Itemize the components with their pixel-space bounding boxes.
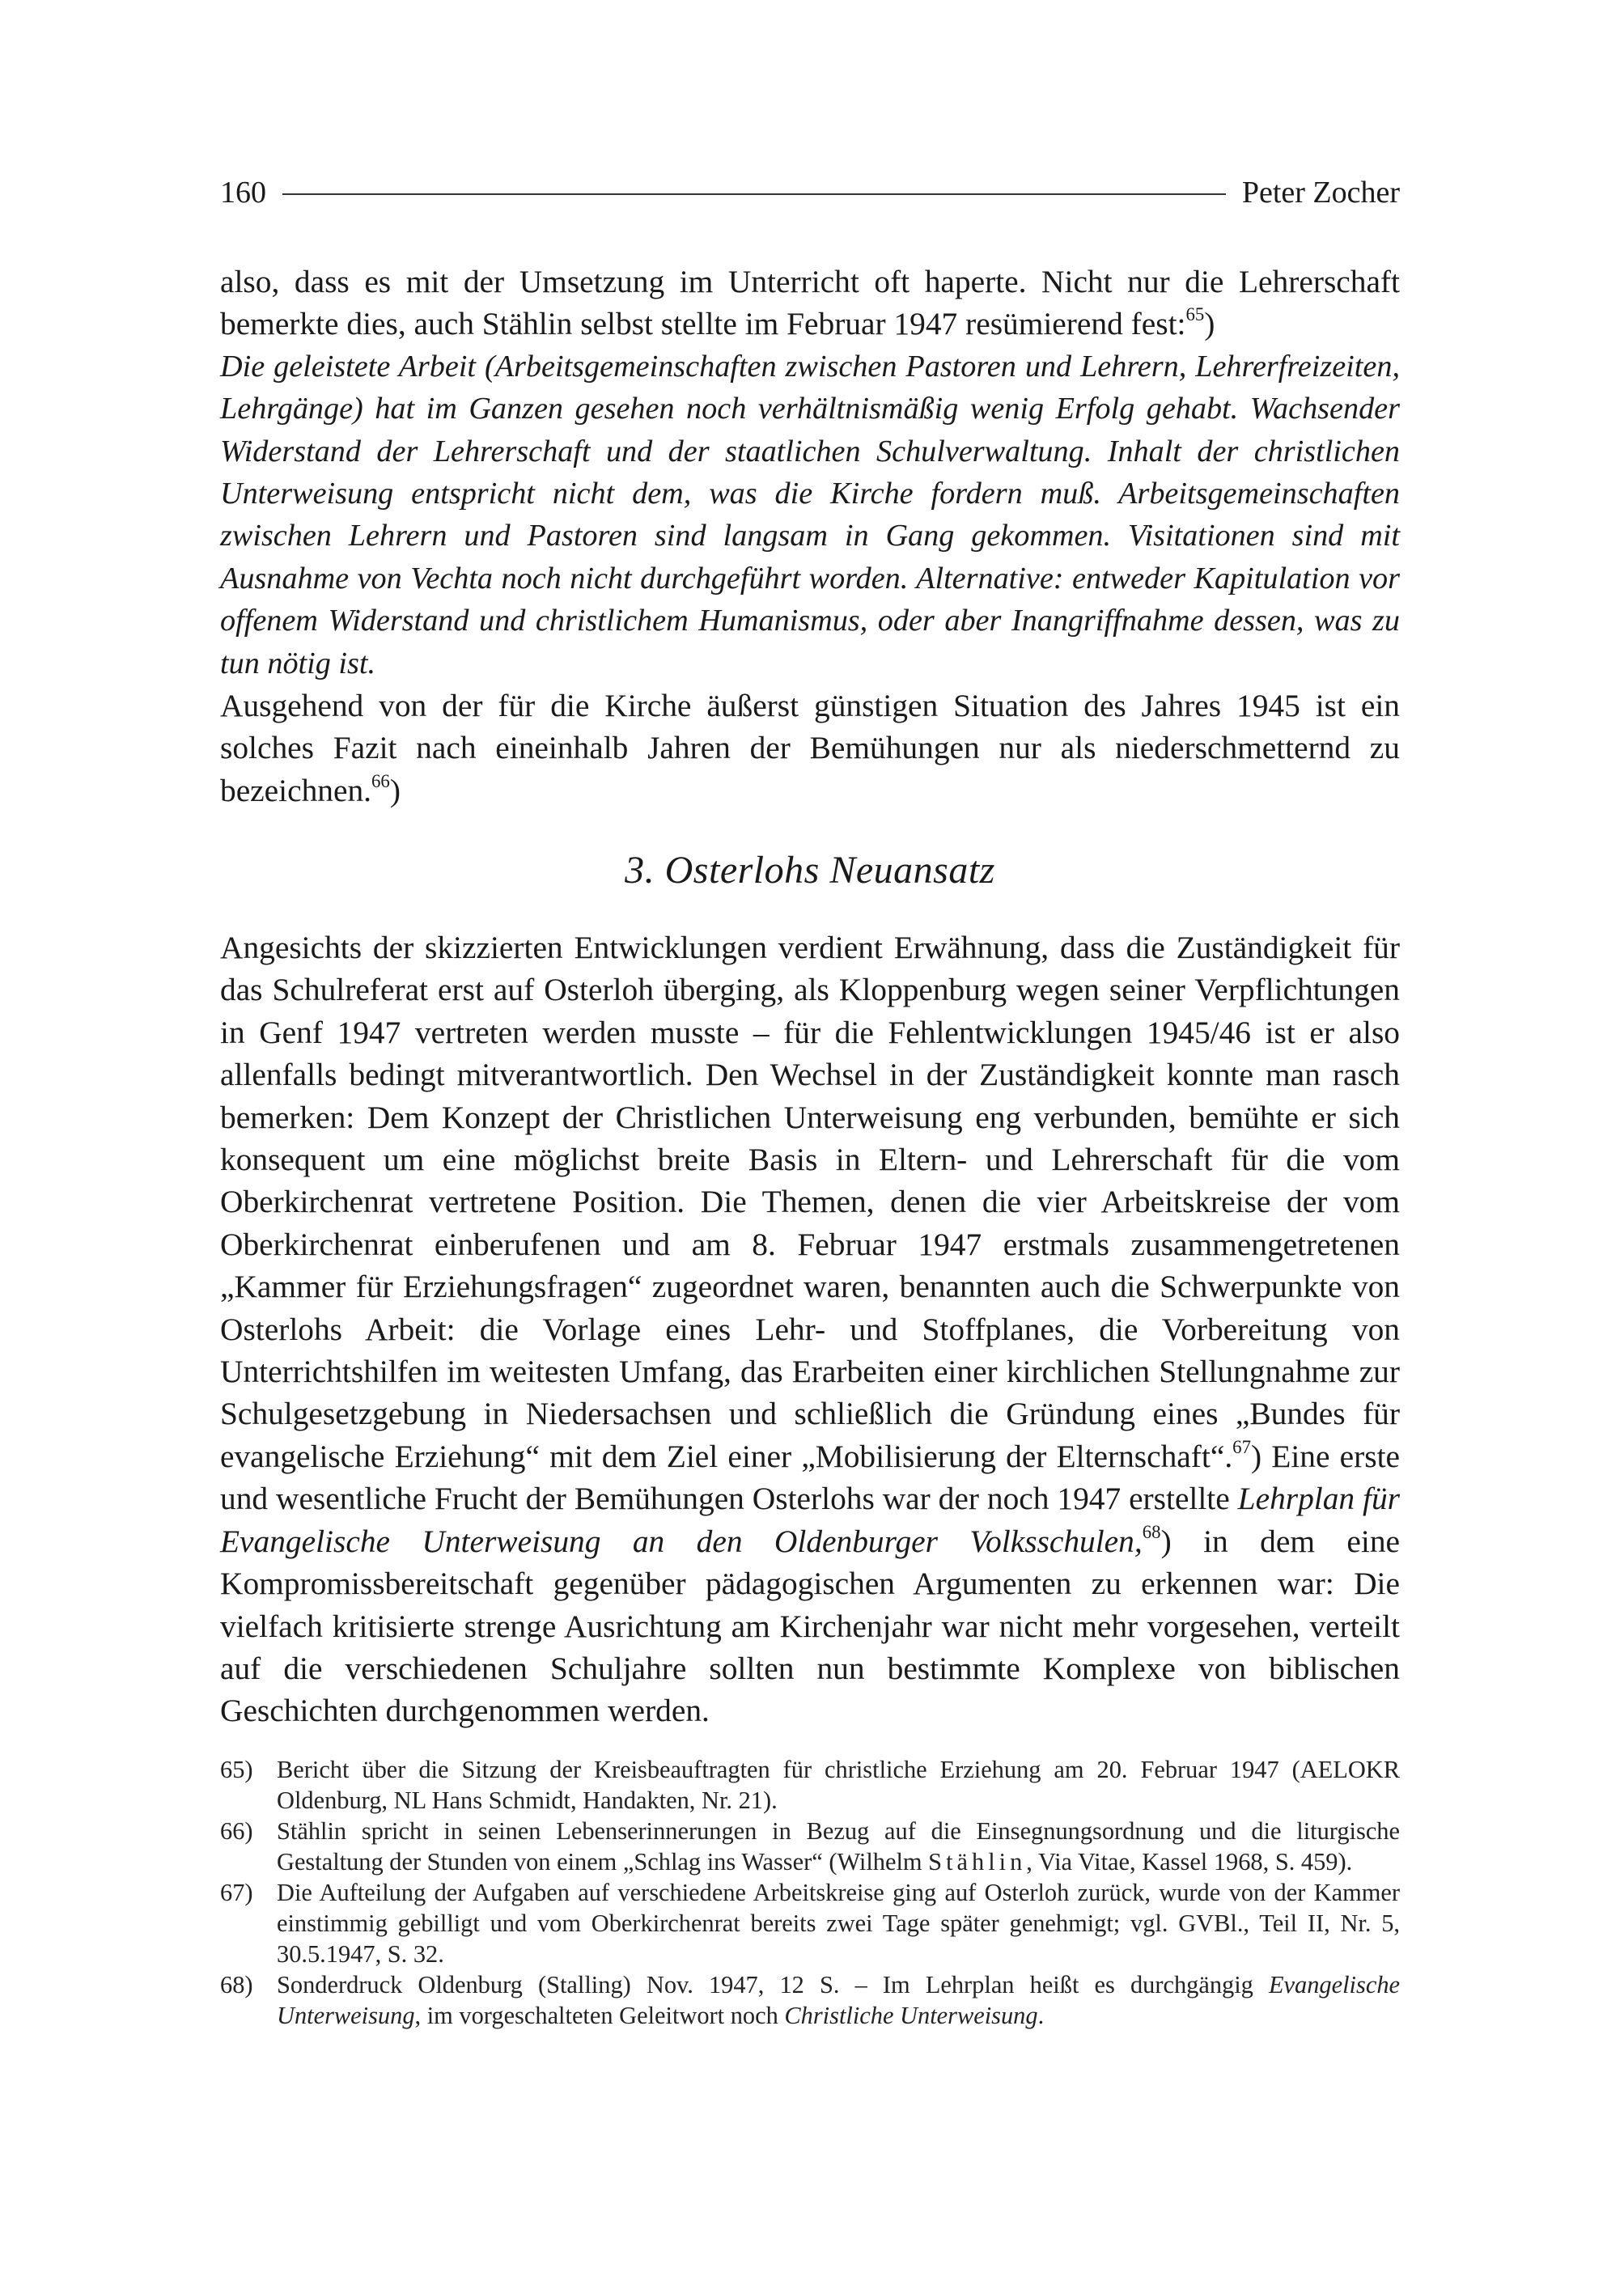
footnote-number: 65)	[220, 1756, 253, 1783]
body-text-2: ) Eine erste und wesentliche Frucht der Bemühungen Osterlohs war der noch 1947 erstellte	[220, 1438, 1400, 1517]
footnote-text-part: .	[1037, 2002, 1045, 2029]
intro-text: also, dass es mit der Umsetzung im Unterricht oft haperte. Nicht nur die Lehrerschaft bemerkte dies, auch Stählin selbst stellte im Februar 1947 resümierend fest:	[220, 264, 1400, 342]
conclusion-paragraph	[220, 685, 1400, 812]
footnote-text-part: , im vorgeschalteten Geleitwort noch	[414, 2002, 785, 2029]
footnote-ref-66[interactable]: 66	[371, 770, 390, 791]
footnote-number: 68)	[220, 1971, 253, 1998]
footnote-italic: Christliche Unterweisung	[784, 2002, 1038, 2029]
intro-block	[220, 261, 1400, 812]
block-quote: Die geleistete Arbeit (Arbeitsgemeinschaften zwischen Pastoren und Lehrern, Lehrerfreizeiten, Lehrgänge) hat im Ganzen gesehen noch verhältnismäßig wenig Erfolg gehabt. Wachsender Widerstand der Lehrerschaft und der staatlichen Schulverwaltung. Inhalt der christlichen Unterweisung entspricht nicht dem, was die Kirche fordern muß. Arbeitsgemeinschaften zwischen Lehrern und Pastoren sind langsam in Gang gekommen. Visitationen sind mit Ausnahme von Vechta noch nicht durchgeführt worden. Alternative: entweder Kapitulation vor offenem Widerstand und christlichem Humanismus, oder aber Inangriffnahme dessen, was zu tun nötig ist.	[220, 349, 1400, 680]
author-name-spaced: Stählin	[928, 1848, 1027, 1876]
lehrplan-title: Lehrplan für Evangelische Unterweisung an den Oldenburger Volksschulen,	[220, 1481, 1401, 1559]
footnote-text-part: Stählin spricht in seinen Lebenserinnerungen in Bezug auf die Einsegnungsordnung und die liturgische Gestaltung der Stunden von einem „Schlag ins Wasser“ (Wilhelm	[277, 1817, 1400, 1876]
footnote-text	[277, 1816, 1400, 1877]
footnote-text	[277, 1969, 1400, 2031]
footnote-text-part: , Via Vitae, Kassel 1968, S. 459).	[1026, 1848, 1353, 1876]
conclusion-text-close: )	[389, 772, 401, 808]
section-heading: 3. Osterlohs Neuansatz	[625, 849, 995, 892]
running-header	[220, 170, 1400, 215]
footnote-text: Bericht über die Sitzung der Kreisbeauftragten für christliche Erziehung am 20. Februar 1947 (AELOKR Oldenburg, NL Hans Schmidt, Handakten, Nr. 21).	[277, 1756, 1400, 1814]
footnote-number: 67)	[220, 1879, 253, 1906]
footnotes	[220, 1754, 1400, 2031]
header-rule	[282, 193, 1226, 195]
footnote-ref-68[interactable]: 68	[1142, 1521, 1161, 1542]
page-number: 160	[220, 176, 266, 210]
footnote-65	[220, 1754, 1400, 1816]
footnote-text: Die Aufteilung der Aufgaben auf verschiedene Arbeitskreise ging auf Osterloh zurück, wurde von der Kammer einstimmig gebilligt und vom Oberkirchenrat bereits zwei Tage später genehmigt; vgl. GVBl., Teil II, Nr. 5, 30.5.1947, S. 32.	[277, 1879, 1400, 1968]
footnote-italic: Evangelische Unterweisung	[277, 1971, 1400, 2029]
conclusion-text: Ausgehend von der für die Kirche äußerst günstigen Situation des Jahres 1945 ist ein solches Fazit nach eineinhalb Jahren der Bemühungen nur als niederschmetternd zu bezeichnen.	[220, 688, 1400, 808]
footnote-68	[220, 1969, 1400, 2031]
intro-paragraph	[220, 261, 1400, 345]
body-text: Angesichts der skizzierten Entwicklungen verdient Erwähnung, dass die Zuständigkeit für das Schulreferat erst auf Osterloh überging, als Kloppenburg wegen seiner Verpflichtungen in Genf 1947 vertreten werden musste – für die Fehlentwicklungen 1945/46 ist er also allenfalls bedingt mitverantwortlich. Den Wechsel in der Zuständigkeit konnte man rasch bemerken: Dem Konzept der Christlichen Unterweisung eng verbunden, bemühte er sich konsequent um eine möglichst breite Basis in Eltern- und Lehrerschaft für die vom Oberkirchenrat vertretene Position. Die Themen, denen die vier Arbeitskreise der vom Oberkirchenrat einberufenen und am 8. Februar 1947 erstmals zusammengetretenen „Kammer für Erziehungsfragen“ zugeordnet waren, benannten auch die Schwerpunkte von Osterlohs Arbeit: die Vorlage eines Lehr- und Stoffplanes, die Vorbereitung von Unterrichtshilfen im weitesten Umfang, das Erarbeiten einer kirchlichen Stellungnahme zur Schulgesetzgebung in Niedersachsen und schließlich die Gründung eines „Bundes für evangelische Erziehung“ mit dem Ziel einer „Mobilisierung der Elternschaft“.	[220, 930, 1400, 1474]
footnote-ref-67[interactable]: 67	[1232, 1436, 1252, 1457]
body-paragraph	[220, 926, 1400, 1732]
body-text-3: ) in dem eine Kompromissbereitschaft gegenüber pädagogischen Argumenten zu erkennen war: Die vielfach kritisierte strenge Ausrichtung am Kirchenjahr war nicht mehr vorgesehen, verteilt auf die verschiedenen Schuljahre sollten nun bestimmte Komplexe von biblischen Geschichten durchgenommen werden.	[220, 1523, 1400, 1729]
footnote-text-part: Sonderdruck Oldenburg (Stalling) Nov. 1947, 12 S. – Im Lehrplan heißt es durchgängig	[277, 1971, 1269, 1998]
footnote-66	[220, 1816, 1400, 1877]
running-author: Peter Zocher	[1241, 176, 1400, 210]
intro-text-close: )	[1204, 306, 1215, 342]
footnote-ref-65[interactable]: 65	[1185, 304, 1205, 325]
footnote-67	[220, 1877, 1400, 1969]
section-body	[220, 926, 1400, 1732]
footnote-number: 66)	[220, 1817, 253, 1845]
